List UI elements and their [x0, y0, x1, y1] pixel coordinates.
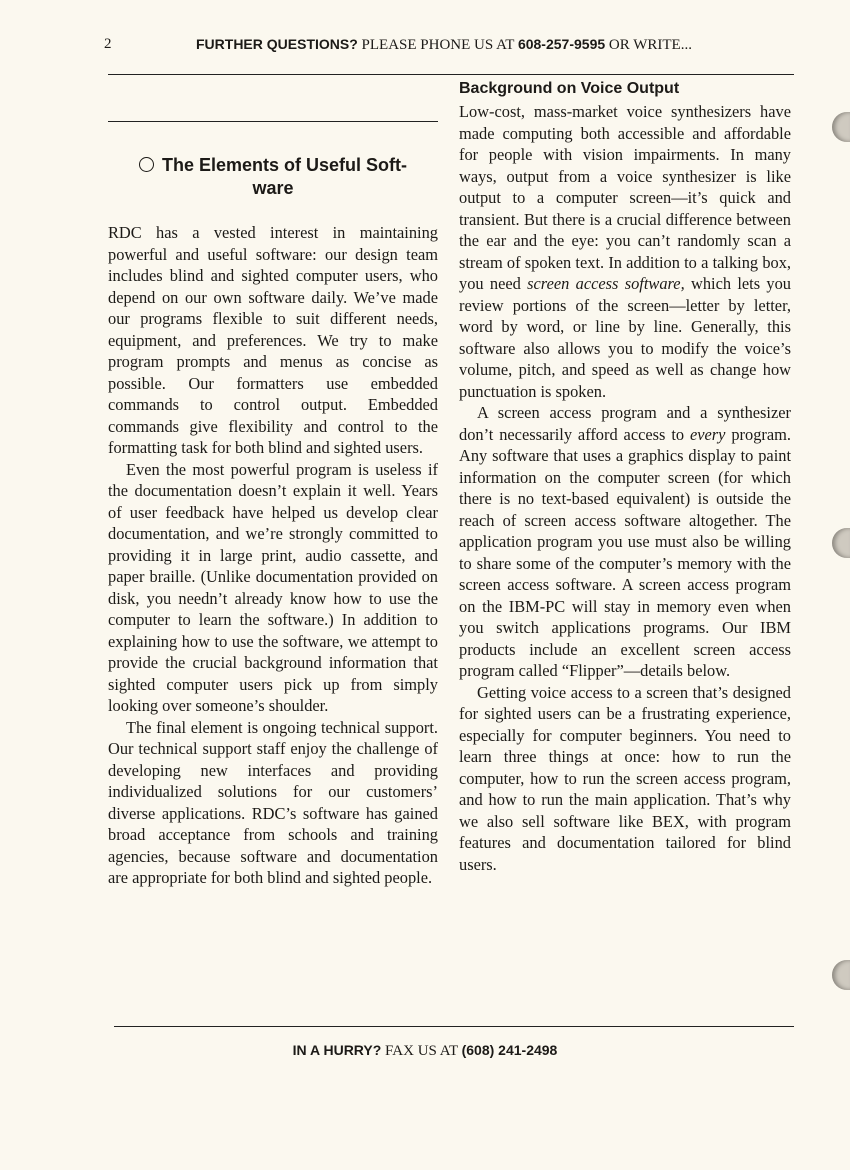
binder-hole [832, 960, 850, 990]
paragraph-text: program. Any software that uses a graphics display to paint information on the computer screen (for which there is no text-based equivalent) is outside the reach of screen access software altogether. The application program you use must also be willing to share some of the computer’s memory with the screen access software. A screen access program on the IBM-PC will stay in memory even when you switch applications programs. Our IBM products include an excellent screen access program called “Flipper”—details below. [459, 424, 791, 680]
footer-lead-text: FAX US AT [381, 1043, 462, 1059]
paragraph: RDC has a vested interest in maintaining powerful and useful software: our design team includes blind and sighted computer users, who depend on our own software daily. We’ve made our programs flexible to suit different needs, equipment, and preferences. We try to make program prompts and menus as concise as possible. Our formatters use embedded commands to control output. Embedded commands give flexibility and control to the formatting task for both blind and sighted users. [108, 223, 438, 457]
header-divider [108, 74, 794, 75]
emphasis-text: every [689, 424, 726, 444]
page-footer [0, 1042, 850, 1060]
binder-hole [832, 112, 850, 142]
left-column-divider [108, 121, 438, 122]
header-contact-line [196, 36, 692, 54]
page-header [104, 36, 794, 58]
paragraph-text: Low-cost, mass-market voice synthesizers have made computing both accessible and affordable for people with vision impairments. In many ways, output from a voice synthesizer is like output to a computer screen—it’s quick and transient. But there is a crucial difference between the ear and the eye: you can’t randomly scan a stream of spoken text. In addition to a talking box, you need [459, 102, 791, 293]
paragraph-text: which lets you review portions of the screen—letter by letter, word by word, or line by line. Generally, this software also allows you to modify the voice’s volume, pitch, and speed as well as change how punctuation is spoken. [459, 274, 791, 401]
section-title-line1: The Elements of Useful Soft- [161, 155, 408, 175]
header-lead-bold: FURTHER QUESTIONS? [196, 36, 358, 52]
paragraph: Even the most powerful program is useless if the documentation doesn’t explain it well. Years of user feedback have helped us develop clear documentation, and we’re strongly committed to providing it in large print, audio cassette, and paper braille. (Unlike documentation provided on disk, you needn’t already know how to use the computer to learn the software.) In addition to explaining how to use the software, we attempt to provide the crucial background information that sighted computer users pick up from simply looking over someone’s shoulder. [108, 459, 438, 715]
header-trail-text: OR WRITE... [605, 37, 692, 53]
right-column [459, 78, 791, 875]
paragraph [459, 402, 791, 682]
footer-fax: (608) 241-2498 [461, 1042, 558, 1058]
paragraph [459, 101, 791, 402]
paragraph: Getting voice access to a screen that’s designed for sighted users can be a frustrating experience, especially for computer beginners. You need to learn three things at once: how to run the computer, how to run the screen access program, and how to run the main application. That’s why we also sell software like BEX, with program features and documentation tailored for blind users. [459, 682, 791, 874]
section-title-elements [108, 154, 438, 200]
header-phone: 608-257-9595 [517, 36, 606, 52]
section-title-voice-output: Background on Voice Output [459, 80, 680, 97]
section-title-line2: ware [252, 178, 294, 198]
header-lead-text: PLEASE PHONE US AT [357, 37, 518, 53]
emphasis-text: screen access software, [527, 274, 685, 293]
binder-hole [832, 528, 850, 558]
page-number: 2 [104, 36, 112, 52]
footer-divider [114, 1026, 794, 1027]
footer-lead-bold: IN A HURRY? [292, 1042, 382, 1058]
paragraph-text: A screen access program and a synthesizer don’t necessarily afford access to [459, 403, 791, 444]
bullet-circle-icon [139, 157, 154, 172]
left-column [108, 154, 438, 889]
paragraph: The final element is ongoing technical support. Our technical support staff enjoy the challenge of developing new interfaces and providing individualized solutions for our customers’ diverse applications. RDC’s software has gained broad acceptance from schools and training agencies, because software and documentation are appropriate for both blind and sighted people. [108, 717, 438, 887]
